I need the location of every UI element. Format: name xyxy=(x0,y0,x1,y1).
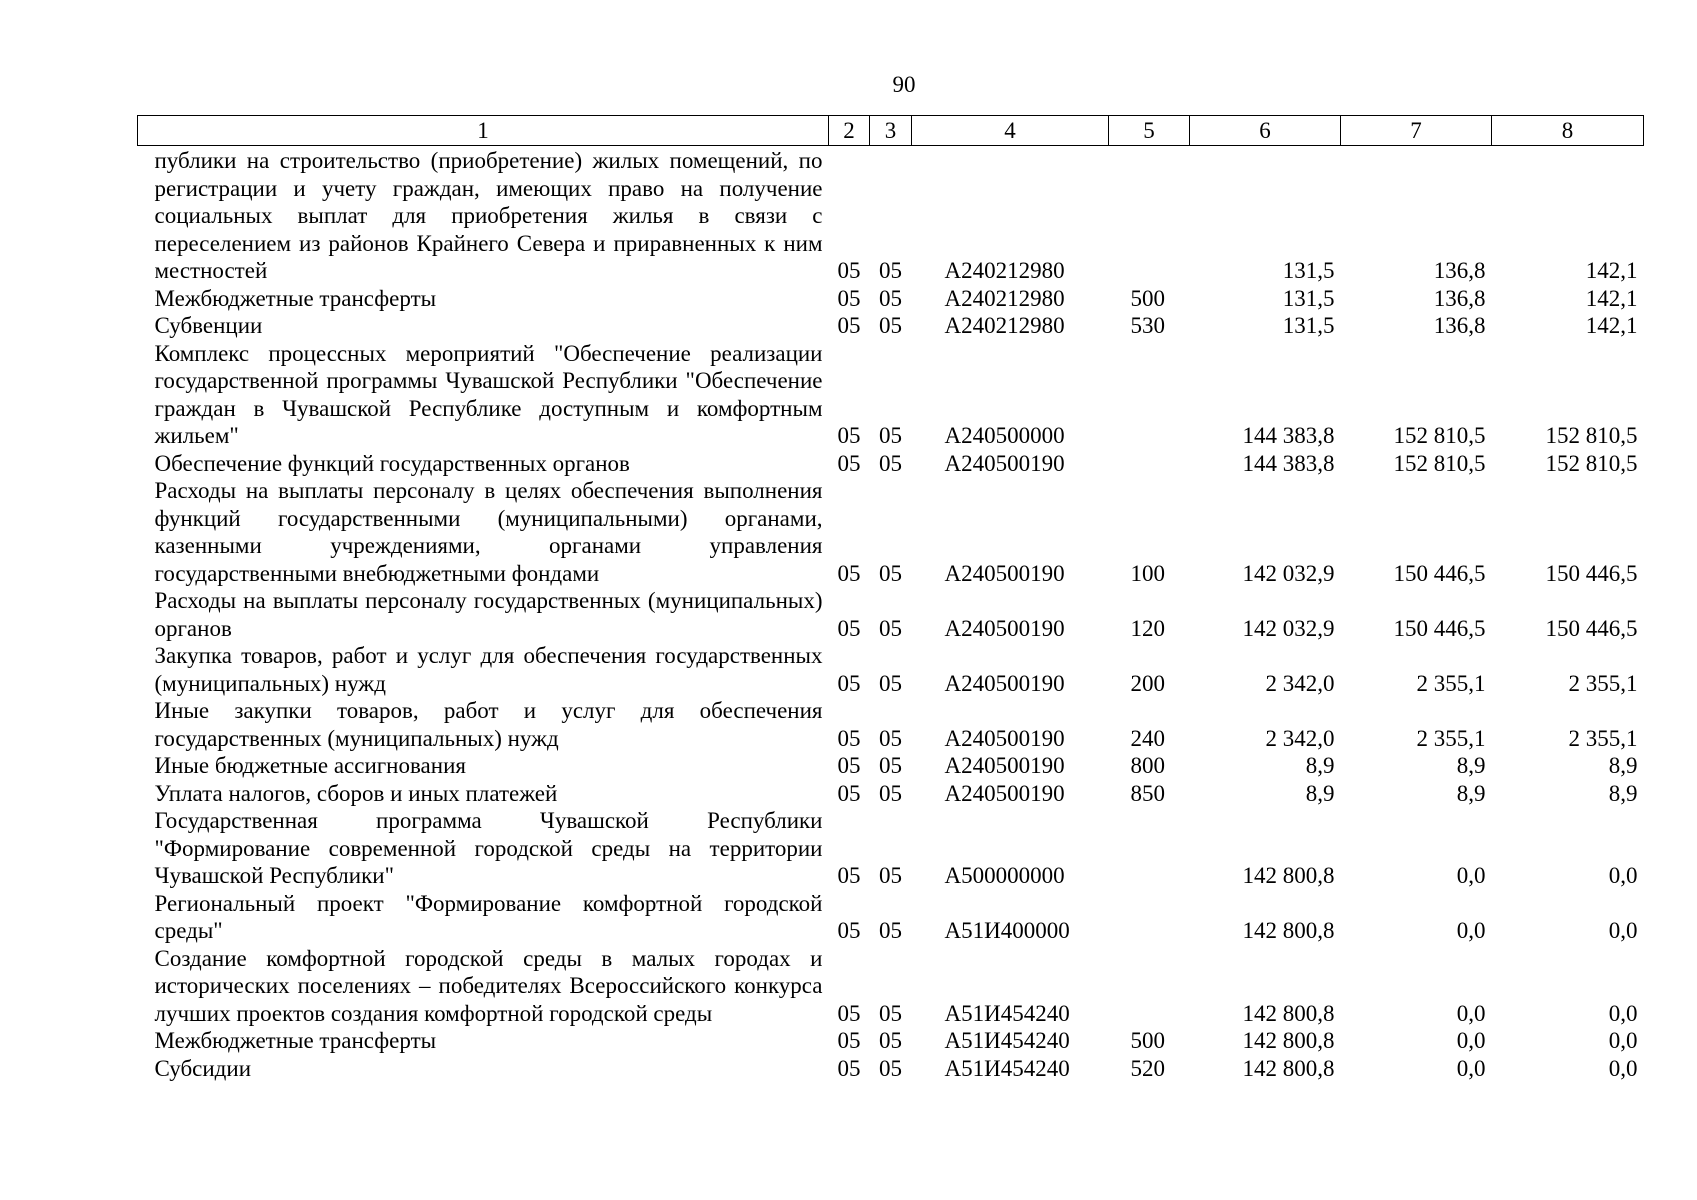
row-expense-type: 120 xyxy=(1130,615,1165,641)
row-name: Межбюджетные трансферты xyxy=(154,285,437,311)
row-target-article: А51И454240 xyxy=(944,1000,1070,1026)
column-header: 2 xyxy=(829,116,870,146)
row-value-col7: 150 446,5 xyxy=(1393,615,1486,641)
row-value-col8: 0,0 xyxy=(1608,1028,1638,1053)
row-value-col8: 2 355,1 xyxy=(1568,725,1638,751)
row-subsection: 05 xyxy=(879,725,902,751)
row-name: Иные бюджетные ассигнования xyxy=(154,753,466,778)
column-header: 8 xyxy=(1492,116,1644,146)
row-name: Субсидии xyxy=(154,1055,252,1081)
row-subsection: 05 xyxy=(879,560,902,586)
row-subsection: 05 xyxy=(879,615,902,641)
row-value-col7: 0,0 xyxy=(1456,918,1486,943)
row-expense-type xyxy=(1109,945,1190,1028)
row-expense-type xyxy=(1109,450,1190,478)
row-value-col6: 8,9 xyxy=(1305,753,1335,778)
table-row xyxy=(138,477,1644,587)
table-row xyxy=(138,780,1644,808)
row-expense-type xyxy=(1109,340,1190,450)
row-section: 05 xyxy=(837,753,861,778)
row-expense-type: 850 xyxy=(1130,780,1165,806)
row-value-col6: 142 800,8 xyxy=(1242,1000,1335,1026)
row-target-article: А51И400000 xyxy=(944,918,1070,943)
row-value-col6: 144 383,8 xyxy=(1242,450,1335,476)
row-name: Закупка товаров, работ и услуг для обеспечения государственных (муниципальных) нужд xyxy=(154,643,823,696)
row-value-col7: 0,0 xyxy=(1456,1028,1486,1053)
row-section: 05 xyxy=(837,258,861,283)
row-value-col6: 142 800,8 xyxy=(1242,918,1335,943)
row-target-article: А240212980 xyxy=(944,258,1065,283)
row-target-article: А240500190 xyxy=(944,560,1065,586)
row-value-col6: 142 800,8 xyxy=(1242,863,1335,888)
row-value-col7: 2 355,1 xyxy=(1416,725,1486,751)
row-target-article: А51И454240 xyxy=(944,1028,1070,1053)
row-value-col8: 142,1 xyxy=(1585,313,1638,338)
row-subsection: 05 xyxy=(879,423,902,448)
row-subsection: 05 xyxy=(879,450,902,476)
row-target-article: А240500190 xyxy=(944,670,1065,696)
budget-table xyxy=(137,115,1644,1082)
row-target-article: А500000000 xyxy=(944,863,1065,888)
row-target-article: А240500190 xyxy=(944,450,1065,476)
row-name: Субвенции xyxy=(154,313,263,338)
row-value-col6: 131,5 xyxy=(1282,285,1335,311)
row-section: 05 xyxy=(837,450,861,476)
row-section: 05 xyxy=(837,1055,861,1081)
row-value-col7: 0,0 xyxy=(1456,1055,1486,1081)
row-name: Расходы на выплаты персоналу в целях обеспечения выполнения функций государственными (муниципальными) органами, казенными учреждениями, органами управления государственными внебюджетными фондами xyxy=(154,478,823,586)
column-header: 1 xyxy=(138,116,829,146)
row-target-article: А51И454240 xyxy=(944,1055,1070,1081)
row-name: Комплекс процессных мероприятий "Обеспечение реализации государственной программы Чувашской Республики "Обеспечение граждан в Чувашской Республике доступным и комфортным жильем" xyxy=(154,340,823,448)
row-target-article: А240500190 xyxy=(944,615,1065,641)
row-section: 05 xyxy=(837,285,861,311)
row-expense-type: 200 xyxy=(1130,670,1165,696)
row-name: Расходы на выплаты персоналу государственных (муниципальных) органов xyxy=(154,588,823,641)
row-expense-type: 500 xyxy=(1130,1028,1165,1053)
row-subsection: 05 xyxy=(879,918,902,943)
table-row xyxy=(138,285,1644,313)
row-subsection: 05 xyxy=(879,780,902,806)
row-value-col6: 142 800,8 xyxy=(1242,1028,1335,1053)
header-row xyxy=(138,116,1644,146)
row-value-col6: 2 342,0 xyxy=(1265,725,1335,751)
column-header: 4 xyxy=(912,116,1109,146)
row-value-col7: 136,8 xyxy=(1433,313,1486,338)
row-value-col8: 150 446,5 xyxy=(1545,560,1638,586)
row-section: 05 xyxy=(837,670,861,696)
row-target-article: А240500190 xyxy=(944,780,1065,806)
row-subsection: 05 xyxy=(879,863,902,888)
row-value-col8: 0,0 xyxy=(1608,918,1638,943)
row-section: 05 xyxy=(837,725,861,751)
row-target-article: А240212980 xyxy=(944,285,1065,311)
row-value-col7: 152 810,5 xyxy=(1393,423,1486,448)
row-section: 05 xyxy=(837,863,861,888)
row-subsection: 05 xyxy=(879,1028,902,1053)
row-value-col7: 136,8 xyxy=(1433,285,1486,311)
row-subsection: 05 xyxy=(879,670,902,696)
table-row xyxy=(138,340,1644,450)
row-expense-type xyxy=(1109,146,1190,285)
row-expense-type xyxy=(1109,890,1190,945)
row-expense-type: 530 xyxy=(1130,313,1165,338)
row-target-article: А240500000 xyxy=(944,423,1065,448)
column-header: 6 xyxy=(1190,116,1341,146)
table-row xyxy=(138,312,1644,340)
row-target-article: А240212980 xyxy=(944,313,1065,338)
row-value-col6: 2 342,0 xyxy=(1265,670,1335,696)
row-expense-type: 520 xyxy=(1130,1055,1165,1081)
row-value-col7: 152 810,5 xyxy=(1393,450,1486,476)
row-value-col8: 150 446,5 xyxy=(1545,615,1638,641)
row-value-col7: 136,8 xyxy=(1433,258,1486,283)
row-expense-type: 100 xyxy=(1130,560,1165,586)
row-value-col7: 0,0 xyxy=(1456,863,1486,888)
row-value-col8: 0,0 xyxy=(1608,863,1638,888)
row-section: 05 xyxy=(837,918,861,943)
row-subsection: 05 xyxy=(879,1000,902,1026)
row-target-article: А240500190 xyxy=(944,753,1065,778)
row-value-col8: 8,9 xyxy=(1608,780,1638,806)
table-row xyxy=(138,890,1644,945)
row-value-col8: 142,1 xyxy=(1585,285,1638,311)
row-value-col7: 150 446,5 xyxy=(1393,560,1486,586)
table-row xyxy=(138,1027,1644,1055)
row-name: Создание комфортной городской среды в малых городах и исторических поселениях – победителях Всероссийского конкурса лучших проектов создания комфортной городской среды xyxy=(154,945,823,1026)
row-value-col8: 152 810,5 xyxy=(1545,423,1638,448)
table-row xyxy=(138,752,1644,780)
row-subsection: 05 xyxy=(879,285,902,311)
table-row xyxy=(138,945,1644,1028)
table-row xyxy=(138,697,1644,752)
row-value-col6: 144 383,8 xyxy=(1242,423,1335,448)
row-value-col8: 2 355,1 xyxy=(1568,670,1638,696)
table-row xyxy=(138,587,1644,642)
row-name: Иные закупки товаров, работ и услуг для обеспечения государственных (муниципальных) нужд xyxy=(154,698,823,751)
column-header: 5 xyxy=(1109,116,1190,146)
row-expense-type: 240 xyxy=(1130,725,1165,751)
row-value-col7: 8,9 xyxy=(1456,753,1486,778)
column-header: 7 xyxy=(1341,116,1492,146)
page-number: 90 xyxy=(892,72,916,97)
table-row xyxy=(138,450,1644,478)
row-value-col7: 2 355,1 xyxy=(1416,670,1486,696)
row-section: 05 xyxy=(837,313,861,338)
row-value-col6: 142 032,9 xyxy=(1242,560,1335,586)
row-name: Уплата налогов, сборов и иных платежей xyxy=(154,780,558,806)
row-section: 05 xyxy=(837,1000,861,1026)
row-value-col6: 8,9 xyxy=(1305,780,1335,806)
table-row xyxy=(138,642,1644,697)
row-section: 05 xyxy=(837,780,861,806)
row-name: Региональный проект "Формирование комфортной городской среды" xyxy=(154,890,823,943)
row-section: 05 xyxy=(837,423,861,448)
row-value-col6: 131,5 xyxy=(1282,313,1335,338)
row-value-col7: 8,9 xyxy=(1456,780,1486,806)
row-name: Межбюджетные трансферты xyxy=(154,1028,437,1053)
row-section: 05 xyxy=(837,615,861,641)
row-subsection: 05 xyxy=(879,753,902,778)
row-name: публики на строительство (приобретение) жилых помещений, по регистрации и учету граждан, имеющих право на получение социальных выплат для приобретения жилья в связи с переселением из районов Крайнего Севера и приравненных к ним местностей xyxy=(154,148,823,283)
row-section: 05 xyxy=(837,560,861,586)
row-value-col7: 0,0 xyxy=(1456,1000,1486,1026)
row-subsection: 05 xyxy=(879,313,902,338)
row-value-col8: 0,0 xyxy=(1608,1055,1638,1081)
row-value-col6: 142 800,8 xyxy=(1242,1055,1335,1081)
row-name: Обеспечение функций государственных органов xyxy=(154,450,630,476)
row-subsection: 05 xyxy=(879,1055,902,1081)
row-value-col8: 142,1 xyxy=(1585,258,1638,283)
row-name: Государственная программа Чувашской Республики "Формирование современной городской среды на территории Чувашской Республики" xyxy=(154,808,823,888)
row-expense-type xyxy=(1109,807,1190,890)
row-subsection: 05 xyxy=(879,258,902,283)
row-section: 05 xyxy=(837,1028,861,1053)
row-expense-type: 800 xyxy=(1130,753,1165,778)
row-value-col8: 8,9 xyxy=(1608,753,1638,778)
row-value-col8: 0,0 xyxy=(1608,1000,1638,1026)
row-value-col8: 152 810,5 xyxy=(1545,450,1638,476)
table-row xyxy=(138,1055,1644,1083)
row-value-col6: 142 032,9 xyxy=(1242,615,1335,641)
row-value-col6: 131,5 xyxy=(1282,258,1335,283)
row-expense-type: 500 xyxy=(1130,285,1165,311)
table-row xyxy=(138,146,1644,285)
table-row xyxy=(138,807,1644,890)
row-target-article: А240500190 xyxy=(944,725,1065,751)
column-header: 3 xyxy=(870,116,912,146)
